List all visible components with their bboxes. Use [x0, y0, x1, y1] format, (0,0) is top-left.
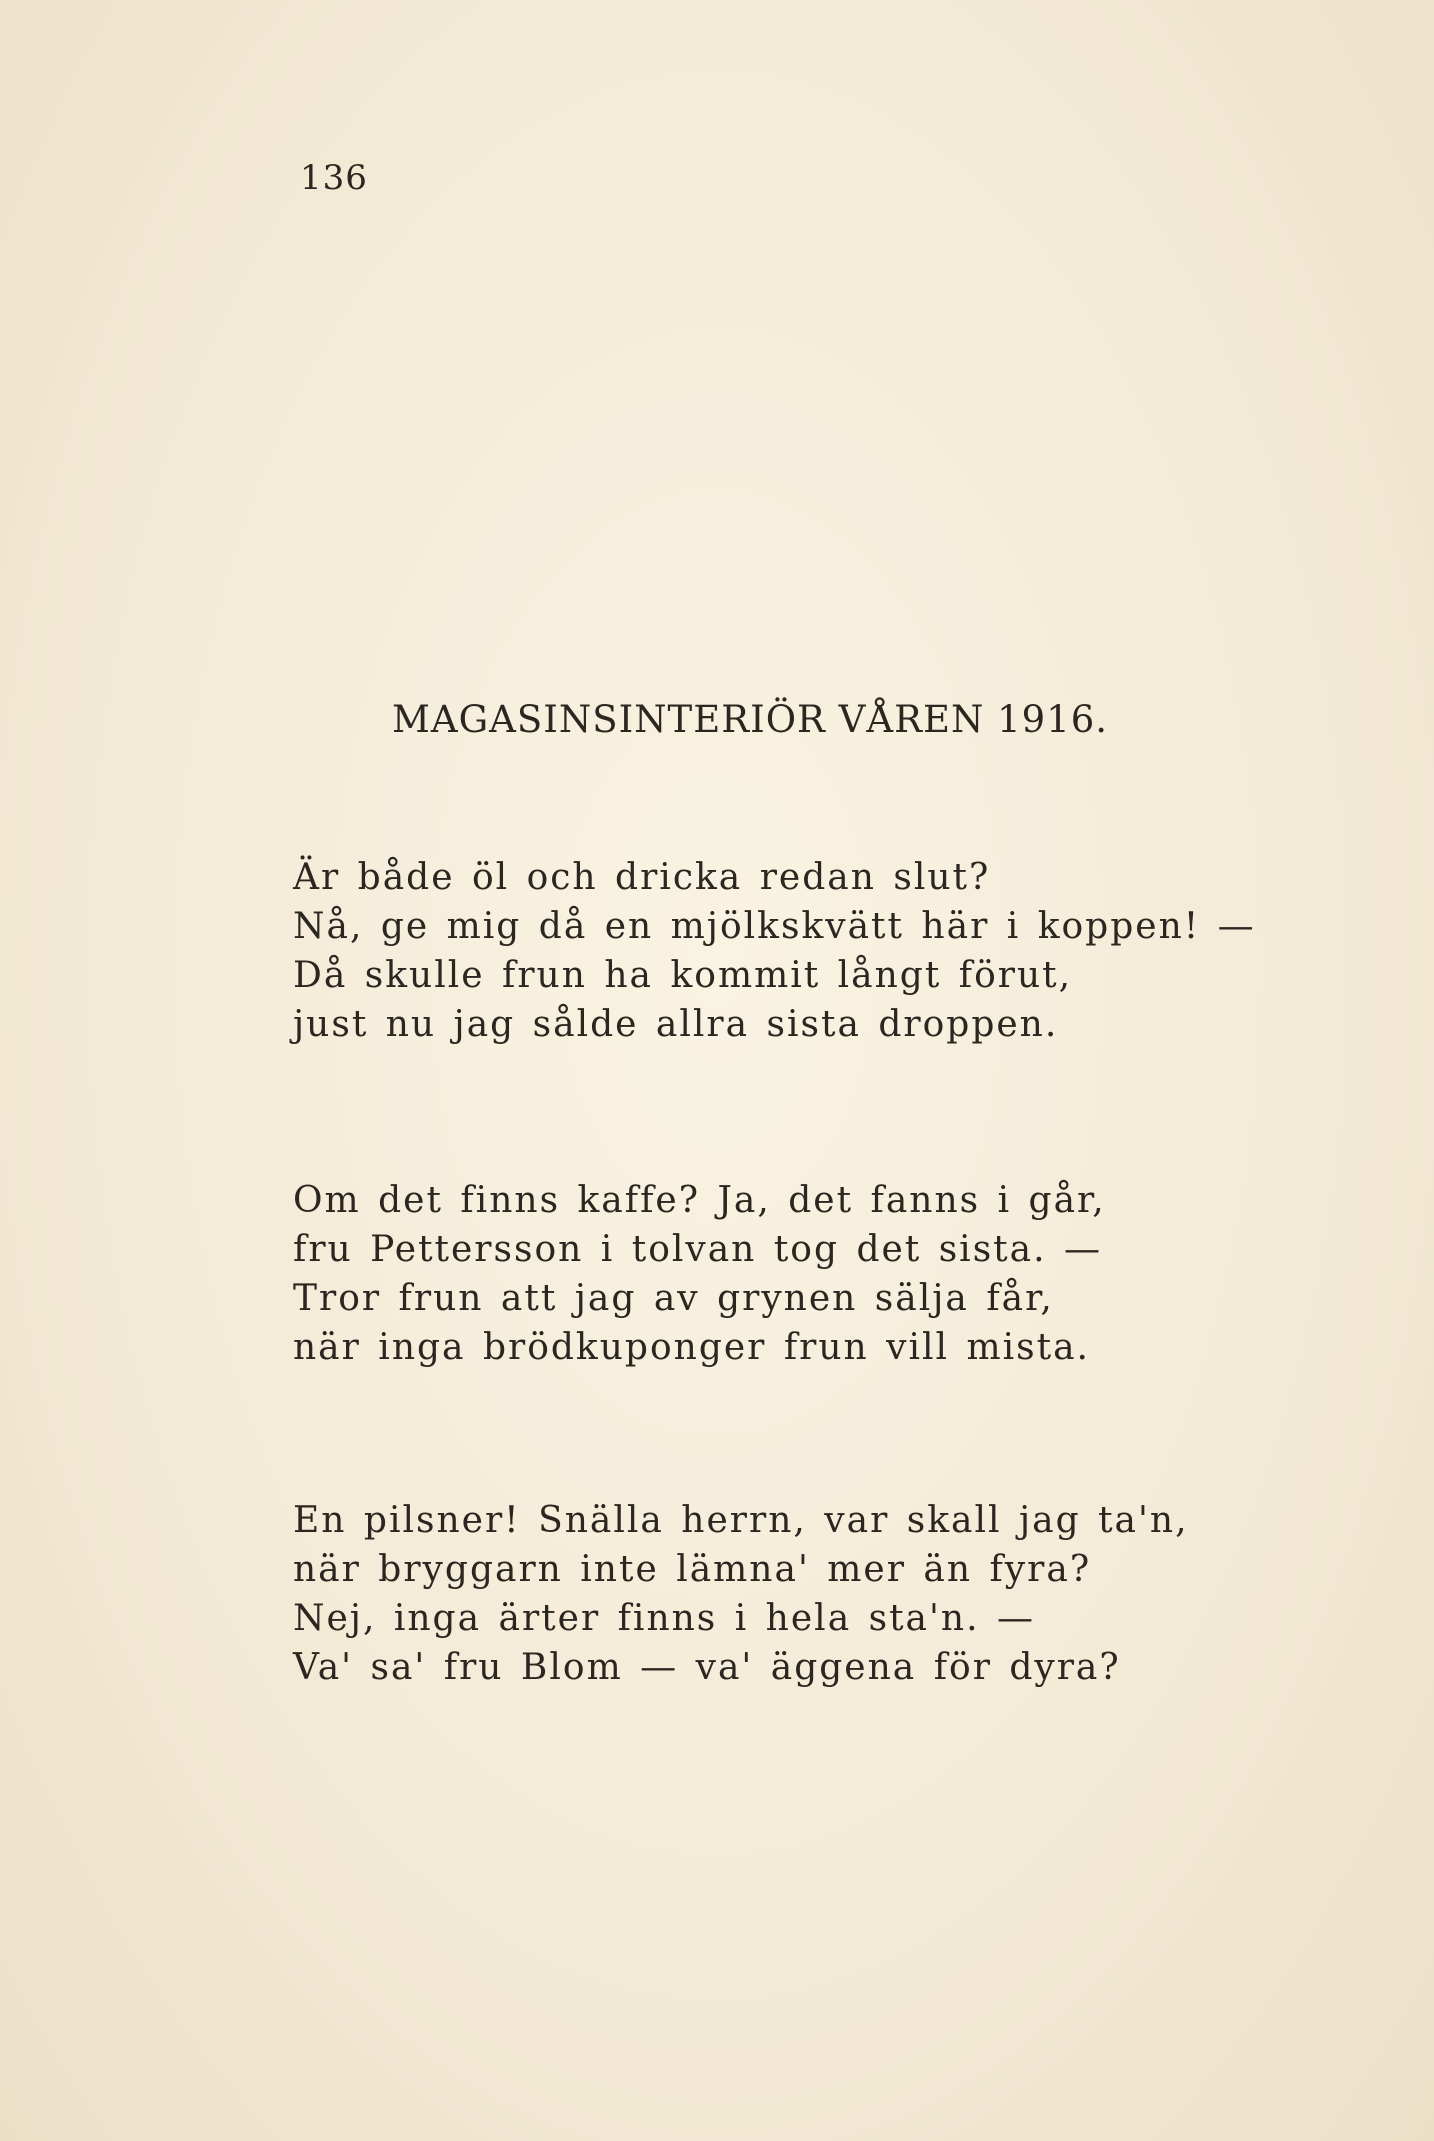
page-number: 136	[300, 158, 368, 198]
stanza-3	[293, 1496, 1189, 1692]
verse-line: Nej, inga ärter finns i hela sta'n. —	[293, 1598, 1035, 1639]
verse-line: Är både öl och dricka redan slut?	[293, 857, 991, 898]
verse-line: En pilsner! Snälla herrn, var skall jag ta'n,	[293, 1500, 1189, 1541]
verse-line: när bryggarn inte lämna' mer än fyra?	[293, 1549, 1092, 1590]
poem-title: MAGASINSINTERIÖR VÅREN 1916.	[392, 698, 1109, 741]
stanza-1	[293, 853, 1256, 1049]
verse-line: Om det finns kaffe? Ja, det fanns i går,	[293, 1180, 1106, 1221]
verse-line: just nu jag sålde allra sista droppen.	[293, 1004, 1059, 1045]
verse-line: Va' sa' fru Blom — va' äggena för dyra?	[293, 1647, 1121, 1688]
stanza-2	[293, 1176, 1106, 1372]
verse-line: Nå, ge mig då en mjölkskvätt här i koppen! —	[293, 906, 1256, 947]
verse-line: när inga brödkuponger frun vill mista.	[293, 1327, 1090, 1368]
verse-line: Tror frun att jag av grynen sälja får,	[293, 1278, 1054, 1319]
verse-line: Då skulle frun ha kommit långt förut,	[293, 955, 1073, 996]
verse-line: fru Pettersson i tolvan tog det sista. —	[293, 1229, 1102, 1270]
